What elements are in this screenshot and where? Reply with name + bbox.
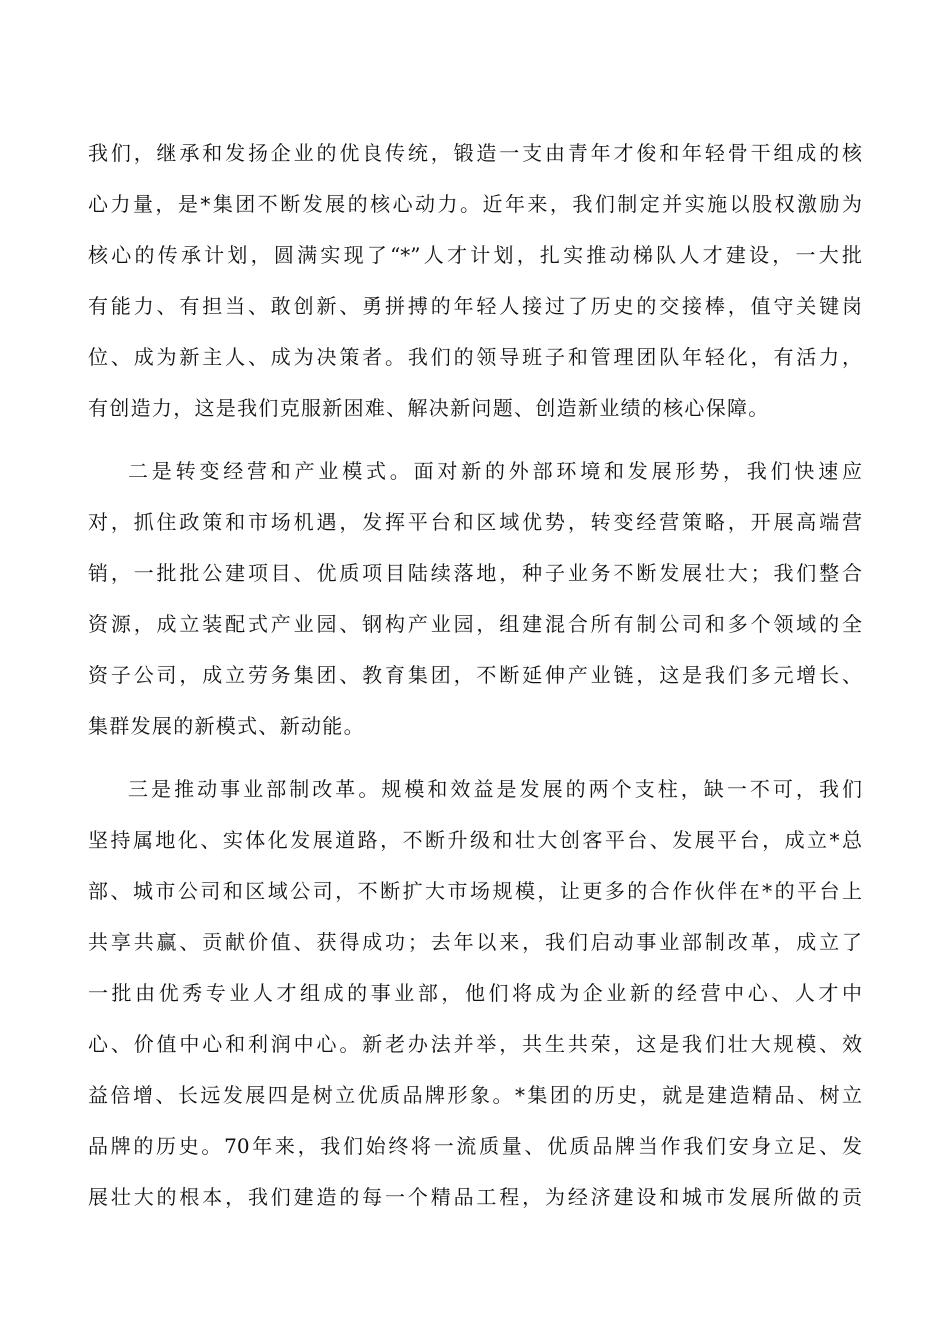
text-line: 位、成为新主人、成为决策者。我们的领导班子和管理团队年轻化，有活力，	[88, 345, 862, 369]
text-line: 资子公司，成立劳务集团、教育集团，不断延伸产业链，这是我们多元增长、	[88, 663, 862, 687]
text-line: 销，一批批公建项目、优质项目陆续落地，种子业务不断发展壮大；我们整合	[88, 561, 862, 585]
document-body	[88, 128, 862, 1223]
text-line: 有创造力，这是我们克服新困难、解决新问题、创造新业绩的核心保障。	[88, 396, 770, 420]
text-line: 集群发展的新模式、新动能。	[88, 714, 365, 738]
text-line: 二是转变经营和产业模式。面对新的外部环境和发展形势，我们快速应	[128, 459, 862, 483]
text-line: 心、价值中心和利润中心。新老办法并举，共生共荣，这是我们壮大规模、效	[88, 1032, 862, 1056]
text-line: 对，抓住政策和市场机遇，发挥平台和区域优势，转变经营策略，开展高端营	[88, 510, 862, 534]
text-line: 我们，继承和发扬企业的优良传统，锻造一支由青年才俊和年轻骨干组成的核	[88, 141, 862, 165]
text-line: 三是推动事业部制改革。规模和效益是发展的两个支柱，缺一不可，我们	[128, 777, 862, 801]
text-line: 一批由优秀专业人才组成的事业部，他们将成为企业新的经营中心、人才中	[88, 981, 862, 1005]
text-line: 坚持属地化、实体化发展道路，不断升级和壮大创客平台、发展平台，成立*总	[88, 828, 862, 852]
text-line: 品牌的历史。70年来，我们始终将一流质量、优质品牌当作我们安身立足、发	[88, 1134, 862, 1158]
paragraph-2	[88, 446, 862, 752]
paragraph-1	[88, 128, 862, 434]
text-line: 核心的传承计划，圆满实现了“*”人才计划，扎实推动梯队人才建设，一大批	[88, 243, 862, 267]
text-line: 资源，成立装配式产业园、钢构产业园，组建混合所有制公司和多个领域的全	[88, 612, 862, 636]
text-line: 共享共赢、贡献价值、获得成功；去年以来，我们启动事业部制改革，成立了	[88, 930, 862, 954]
text-line: 有能力、有担当、敢创新、勇拼搏的年轻人接过了历史的交接棒，值守关键岗	[88, 294, 862, 318]
text-line: 益倍增、长远发展四是树立优质品牌形象。*集团的历史，就是建造精品、树立	[88, 1083, 862, 1107]
text-line: 展壮大的根本，我们建造的每一个精品工程，为经济建设和城市发展所做的贡	[88, 1185, 862, 1209]
text-line: 部、城市公司和区域公司，不断扩大市场规模，让更多的合作伙伴在*的平台上	[88, 879, 862, 903]
paragraph-3	[88, 764, 862, 1223]
text-line: 心力量，是*集团不断发展的核心动力。近年来，我们制定并实施以股权激励为	[88, 192, 862, 216]
